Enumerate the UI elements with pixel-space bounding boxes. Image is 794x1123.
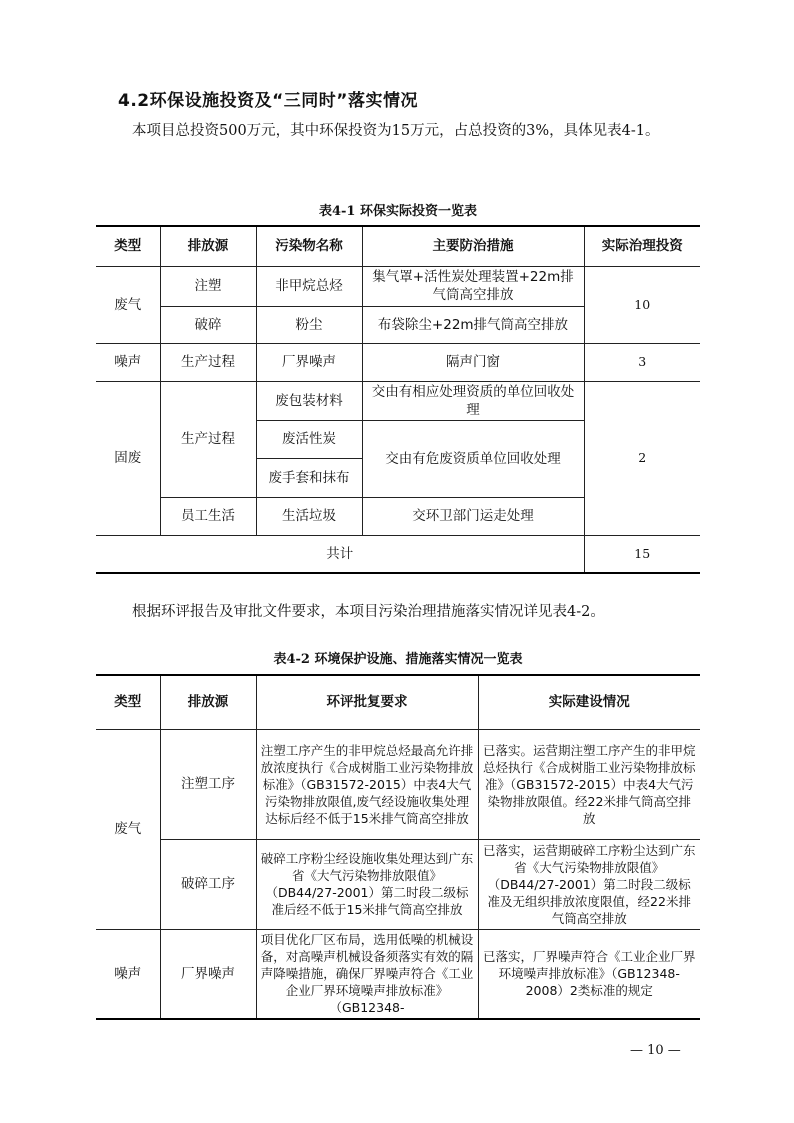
- table2-actual-cell: 已落实，厂界噪声符合《工业企业厂界环境噪声排放标准》（GB12348-2008）2类标准的规定: [478, 929, 700, 1019]
- table1-type-cell: 噪声: [96, 343, 160, 381]
- table2-header: 环评批复要求: [256, 675, 478, 729]
- table1-invest-cell: 2: [584, 381, 700, 535]
- table1-invest-cell: 10: [584, 266, 700, 343]
- table1-total-value: 15: [584, 535, 700, 573]
- table2-requirement-cell: 项目优化厂区布局，选用低噪的机械设备，对高噪声机械设备须落实有效的隔声降噪措施，确保厂界噪声符合《工业企业厂界环境噪声排放标准》（GB12348-: [256, 929, 478, 1019]
- table1-pollutant-cell: 厂界噪声: [256, 343, 362, 381]
- table1-measure-cell: 交环卫部门运走处理: [362, 497, 584, 535]
- table1-header: 污染物名称: [256, 226, 362, 266]
- table1-header: 主要防治措施: [362, 226, 584, 266]
- table2-source-cell: 厂界噪声: [160, 929, 256, 1019]
- table1-type-cell: 废气: [96, 266, 160, 343]
- table1-pollutant-cell: 非甲烷总烃: [256, 266, 362, 306]
- table1-measure-cell: 隔声门窗: [362, 343, 584, 381]
- table2-source-cell: 破碎工序: [160, 839, 256, 929]
- table1-pollutant-cell: 废活性炭: [256, 420, 362, 458]
- table1-type-cell: 固废: [96, 381, 160, 535]
- table1-total-label: 共计: [96, 535, 584, 573]
- investment-table: [96, 225, 700, 574]
- table2-header: 实际建设情况: [478, 675, 700, 729]
- table1-measure-cell: 交由有危废资质单位回收处理: [362, 420, 584, 497]
- table1-header: 类型: [96, 226, 160, 266]
- table2-source-cell: 注塑工序: [160, 729, 256, 839]
- table2-type-cell: 噪声: [96, 929, 160, 1019]
- table1-pollutant-cell: 废包装材料: [256, 381, 362, 420]
- section-heading: 4.2环保设施投资及“三同时”落实情况: [118, 91, 418, 111]
- table1-source-cell: 破碎: [160, 306, 256, 343]
- table1-pollutant-cell: 生活垃圾: [256, 497, 362, 535]
- table2-requirement-cell: 注塑工序产生的非甲烷总烃最高允许排放浓度执行《合成树脂工业污染物排放标准》（GB31572-2015）中表4大气污染物排放限值,废气经设施收集处理达标后经不低于15米排气筒高空排放: [256, 729, 478, 839]
- table1-header: 实际治理投资: [584, 226, 700, 266]
- page-number: — 10 —: [630, 1043, 681, 1058]
- table1-source-cell: 注塑: [160, 266, 256, 306]
- paragraph-2: 根据环评报告及审批文件要求，本项目污染治理措施落实情况详见表4-2。: [132, 604, 605, 620]
- table2-type-cell: 废气: [96, 729, 160, 929]
- table1-invest-cell: 3: [584, 343, 700, 381]
- table1-pollutant-cell: 废手套和抹布: [256, 458, 362, 497]
- table1-measure-cell: 交由有相应处理资质的单位回收处理: [362, 381, 584, 420]
- table1-measure-cell: 集气罩+活性炭处理装置+22m排气筒高空排放: [362, 266, 584, 306]
- table2-actual-cell: 已落实。运营期注塑工序产生的非甲烷总烃执行《合成树脂工业污染物排放标准》（GB31572-2015）中表4大气污染物排放限值。经22米排气筒高空排放: [478, 729, 700, 839]
- table2-header: 类型: [96, 675, 160, 729]
- table2-caption: 表4-2 环境保护设施、措施落实情况一览表: [273, 652, 523, 667]
- table2-header: 排放源: [160, 675, 256, 729]
- implementation-table: [96, 674, 700, 1020]
- table1-measure-cell: 布袋除尘+22m排气筒高空排放: [362, 306, 584, 343]
- table2-requirement-cell: 破碎工序粉尘经设施收集处理达到广东省《大气污染物排放限值》（DB44/27-2001）第二时段二级标准后经不低于15米排气筒高空排放: [256, 839, 478, 929]
- table1-source-cell: 生产过程: [160, 343, 256, 381]
- table2-actual-cell: 已落实，运营期破碎工序粉尘达到广东省《大气污染物排放限值》（DB44/27-2001）第二时段二级标准及无组织排放浓度限值，经22米排气筒高空排放: [478, 839, 700, 929]
- table1-caption: 表4-1 环保实际投资一览表: [318, 204, 477, 219]
- table1-header: 排放源: [160, 226, 256, 266]
- table1-source-cell: 员工生活: [160, 497, 256, 535]
- intro-paragraph: 本项目总投资500万元，其中环保投资为15万元，占总投资的3%，具体见表4-1。: [132, 123, 660, 139]
- table1-pollutant-cell: 粉尘: [256, 306, 362, 343]
- table1-source-cell: 生产过程: [160, 381, 256, 497]
